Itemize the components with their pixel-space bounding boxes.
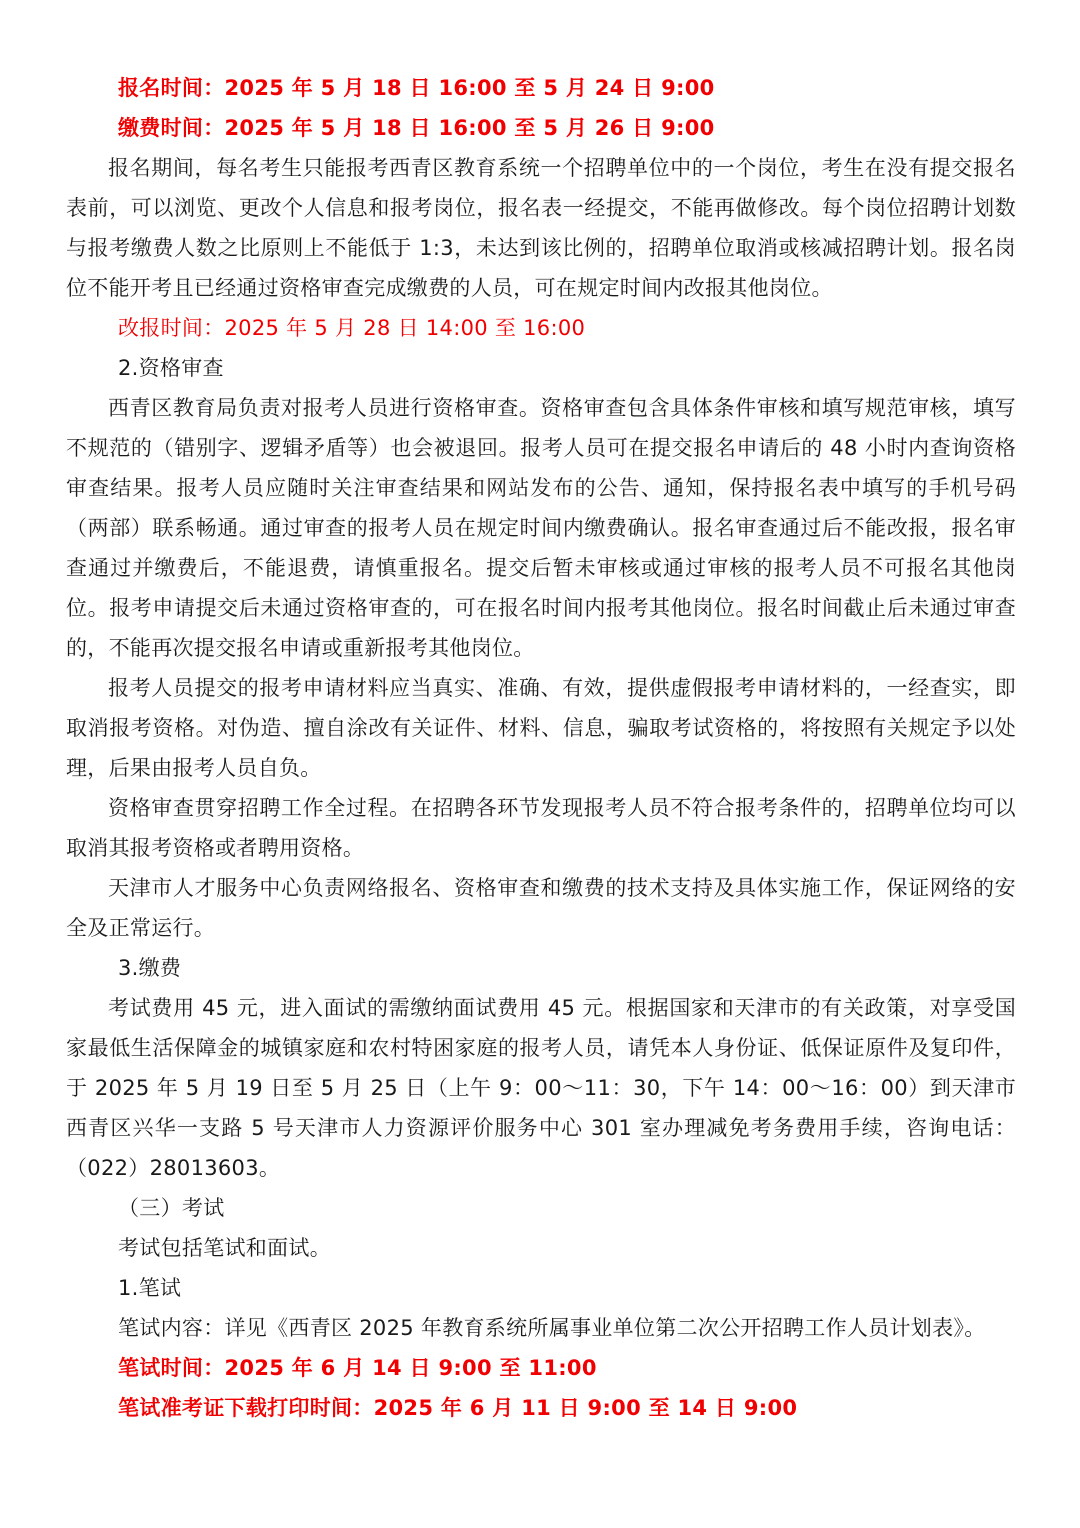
part-exam-title: （三）考试	[118, 1196, 225, 1220]
change-time: 改报时间：2025 年 5 月 28 日 14:00 至 16:00	[118, 316, 586, 340]
written-exam-time: 笔试时间：2025 年 6 月 14 日 9:00 至 11:00	[118, 1356, 597, 1380]
payment-time: 缴费时间：2025 年 5 月 18 日 16:00 至 5 月 26 日 9:00	[118, 116, 715, 140]
admit-card-download-time: 笔试准考证下载打印时间：2025 年 6 月 11 日 9:00 至 14 日 9:00	[118, 1396, 798, 1420]
section-qualification-review-title: 2.资格审查	[118, 356, 224, 380]
qualification-review-paragraph-3: 资格审查贯穿招聘工作全过程。在招聘各环节发现报考人员不符合报考条件的，招聘单位均可以取消其报考资格或者聘用资格。	[66, 796, 1016, 860]
registration-time: 报名时间：2025 年 5 月 18 日 16:00 至 5 月 24 日 9:00	[118, 76, 715, 100]
qualification-review-paragraph-2: 报考人员提交的报考申请材料应当真实、准确、有效，提供虚假报考申请材料的，一经查实，即取消报考资格。对伪造、擅自涂改有关证件、材料、信息，骗取考试资格的，将按照有关规定予以处理，后果由报考人员自负。	[66, 676, 1016, 780]
section-fee-title: 3.缴费	[118, 956, 182, 980]
written-exam-title: 1.笔试	[118, 1276, 182, 1300]
qualification-review-paragraph-1: 西青区教育局负责对报考人员进行资格审查。资格审查包含具体条件审核和填写规范审核，填写不规范的（错别字、逻辑矛盾等）也会被退回。报考人员可在提交报名申请后的 48 小时内查询资格审查结果。报考人员应随时关注审查结果和网站发布的公告、通知，保持报名表中填写的手机号码（两部）联系畅通。通过审查的报考人员在规定时间内缴费确认。报名审查通过后不能改报，报名审查通过并缴费后，不能退费，请慎重报名。提交后暂未审核或通过审核的报考人员不可报名其他岗位。报考申请提交后未通过资格审查的，可在报名时间内报考其他岗位。报名时间截止后未通过审查的，不能再次提交报名申请或重新报考其他岗位。	[66, 396, 1016, 660]
registration-rules-paragraph: 报名期间，每名考生只能报考西青区教育系统一个招聘单位中的一个岗位，考生在没有提交报名表前，可以浏览、更改个人信息和报考岗位，报名表一经提交，不能再做修改。每个岗位招聘计划数与报考缴费人数之比原则上不能低于 1:3，未达到该比例的，招聘单位取消或核减招聘计划。报名岗位不能开考且已经通过资格审查完成缴费的人员，可在规定时间内改报其他岗位。	[66, 156, 1016, 300]
document-page	[66, 68, 1016, 1428]
written-exam-content: 笔试内容：详见《西青区 2025 年教育系统所属事业单位第二次公开招聘工作人员计划表》。	[118, 1316, 986, 1340]
fee-paragraph: 考试费用 45 元，进入面试的需缴纳面试费用 45 元。根据国家和天津市的有关政策，对享受国家最低生活保障金的城镇家庭和农村特困家庭的报考人员，请凭本人身份证、低保证原件及复印件，于 2025 年 5 月 19 日至 5 月 25 日（上午 9：00～11：30，下午 14：00～16：00）到天津市西青区兴华一支路 5 号天津市人力资源评价服务中心 301 室办理减免考务费用手续，咨询电话：（022）28013603。	[66, 996, 1016, 1180]
qualification-review-paragraph-4: 天津市人才服务中心负责网络报名、资格审查和缴费的技术支持及具体实施工作，保证网络的安全及正常运行。	[66, 876, 1016, 940]
exam-intro: 考试包括笔试和面试。	[118, 1236, 331, 1260]
